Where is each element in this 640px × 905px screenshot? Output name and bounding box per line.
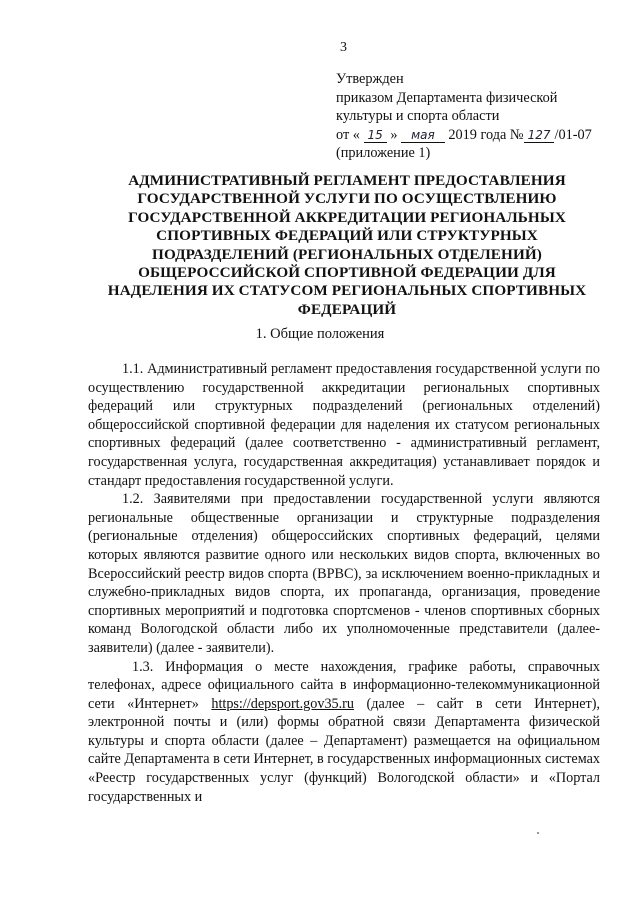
scan-artifact	[537, 832, 539, 834]
title-line: СПОРТИВНЫХ ФЕДЕРАЦИЙ ИЛИ СТРУКТУРНЫХ	[156, 227, 538, 245]
title-line: ПОДРАЗДЕЛЕНИЙ (РЕГИОНАЛЬНЫХ ОТДЕЛЕНИЙ)	[152, 245, 542, 263]
website-link[interactable]: https://depsport.gov35.ru	[211, 695, 355, 712]
approval-line-date	[336, 126, 616, 145]
paragraph-1-3	[88, 658, 600, 807]
handwritten-order-number: 127	[524, 128, 555, 143]
section-heading: 1. Общие положения	[255, 326, 385, 342]
order-number-suffix: /01-07	[554, 126, 592, 143]
approval-block	[336, 70, 616, 163]
approval-line-appendix: (приложение 1)	[336, 145, 431, 161]
title-line: ФЕДЕРАЦИЙ	[297, 300, 397, 318]
document-body	[88, 360, 600, 806]
page-number: 3	[340, 40, 347, 55]
date-mid: »	[390, 126, 398, 143]
approval-line-approved: Утвержден	[336, 71, 404, 87]
title-line: НАДЕЛЕНИЯ ИХ СТАТУСОМ РЕГИОНАЛЬНЫХ СПОРТИВНЫХ	[107, 282, 587, 300]
paragraph-1-3-start: 1.3. Информация о месте нахождения, графике работы, справочных телефонах, адресе официального сайта в информационно-телекоммуникационной сети «Интернет»	[88, 658, 600, 712]
paragraph-1-3-end: (далее – сайт в сети Интернет), электронной почты и (или) формы обратной связи Департамента физической культуры и спорта области (далее – Департамент) размещается на официальном сайте Департамента в сети Интернет, в государственных информационных системах «Реестр государственных услуг (функций) Вологодской области» и «Портал государственных и	[88, 695, 600, 805]
date-prefix: от «	[336, 126, 360, 143]
paragraph-1-2: 1.2. Заявителями при предоставлении государственной услуги являются региональные общественные организации и структурные подразделения (региональные отделения) общероссийских спортивных федераций, целями которых являются развитие одного или нескольких видов спорта, включенных во Всероссийский реестр видов спорта (ВРВС), за исключением военно-прикладных и служебно-прикладных видов спорта, их пропаганда, организация, проведение спортивных мероприятий и подготовка спортсменов - членов спортивных сборных команд Вологодской области либо их уполномоченные представители (далее-заявители) (далее - заявители).	[88, 491, 600, 656]
handwritten-month: мая	[401, 128, 445, 143]
title-line: ГОСУДАРСТВЕННОЙ УСЛУГИ ПО ОСУЩЕСТВЛЕНИЮ	[137, 190, 557, 208]
title-line: ГОСУДАРСТВЕННОЙ АККРЕДИТАЦИИ РЕГИОНАЛЬНЫХ	[128, 208, 566, 226]
approval-line-order: приказом Департамента физической	[336, 89, 558, 106]
title-line: АДМИНИСТРАТИВНЫЙ РЕГЛАМЕНТ ПРЕДОСТАВЛЕНИЯ	[128, 172, 566, 189]
handwritten-day: 15	[364, 128, 387, 143]
approval-line-department: культуры и спорта области	[336, 108, 500, 124]
paragraph-1-1: 1.1. Административный регламент предоставления государственной услуги по осуществлению государственной аккредитации региональных спортивных федераций или структурных подразделений (региональных отделений) общероссийской спортивной федерации для наделения их статусом региональных спортивных федераций (далее соответственно - административный регламент, государственная услуга, государственная аккредитация) устанавливает порядок и стандарт предоставления государственной услуги.	[88, 361, 600, 489]
document-title	[80, 172, 614, 319]
title-line: ОБЩЕРОССИЙСКОЙ СПОРТИВНОЙ ФЕДЕРАЦИИ ДЛЯ	[138, 264, 556, 282]
date-year: 2019 года №	[448, 126, 524, 143]
